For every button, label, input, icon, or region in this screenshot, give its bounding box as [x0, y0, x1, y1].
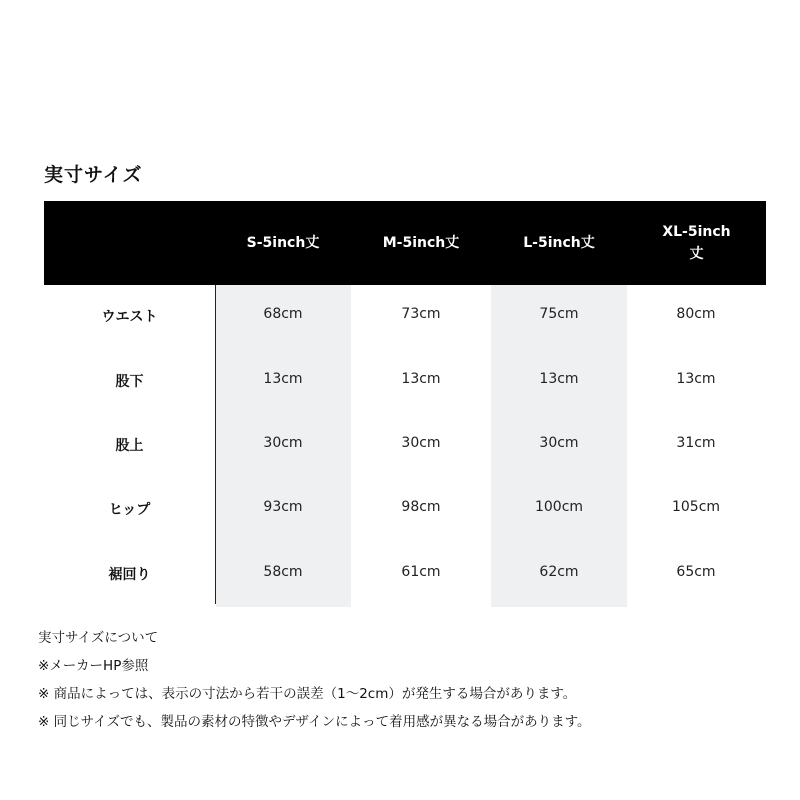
table-cell: 13cm [539, 371, 579, 387]
column-header-m: M-5inch丈 [382, 235, 460, 251]
row-label-hem: 裾回り [108, 567, 151, 583]
table-cell: 61cm [401, 564, 441, 580]
table-cell: 98cm [401, 499, 441, 515]
table-cell: 80cm [676, 306, 716, 322]
column-header-s: S-5inch丈 [246, 235, 320, 251]
row-label-rise: 股上 [115, 438, 144, 454]
page-title: 実寸サイズ [44, 164, 143, 186]
table-cell: 105cm [671, 499, 721, 515]
row-label-waist: ウエスト [101, 309, 158, 325]
table-cell: 30cm [539, 435, 579, 451]
table-cell: 58cm [263, 564, 303, 580]
table-cell: 30cm [263, 435, 303, 451]
table-cell: 68cm [263, 306, 303, 322]
row-label-hip: ヒップ [108, 502, 151, 518]
note-line: ※メーカーHP参照 [38, 658, 149, 674]
table-cell: 75cm [539, 306, 579, 322]
table-cell: 13cm [263, 371, 303, 387]
table-cell: 65cm [676, 564, 716, 580]
table-cell: 100cm [534, 499, 584, 515]
table-cell: 31cm [676, 435, 716, 451]
row-label-inseam: 股下 [115, 374, 144, 390]
notes-heading: 実寸サイズについて [38, 630, 159, 646]
table-cell: 13cm [401, 371, 441, 387]
table-cell: 73cm [401, 306, 441, 322]
table-cell: 93cm [263, 499, 303, 515]
note-line: ※ 同じサイズでも、製品の素材の特徴やデザインによって着用感が異なる場合があります。 [38, 714, 591, 730]
note-line: ※ 商品によっては、表示の寸法から若干の誤差（1〜2cm）が発生する場合があります。 [38, 686, 577, 702]
table-cell: 62cm [539, 564, 579, 580]
table-cell: 13cm [676, 371, 716, 387]
table-cell: 30cm [401, 435, 441, 451]
size-notes [38, 624, 591, 736]
column-header-xl: XL-5inch 丈 [662, 224, 731, 262]
column-header-l: L-5inch丈 [523, 235, 595, 251]
